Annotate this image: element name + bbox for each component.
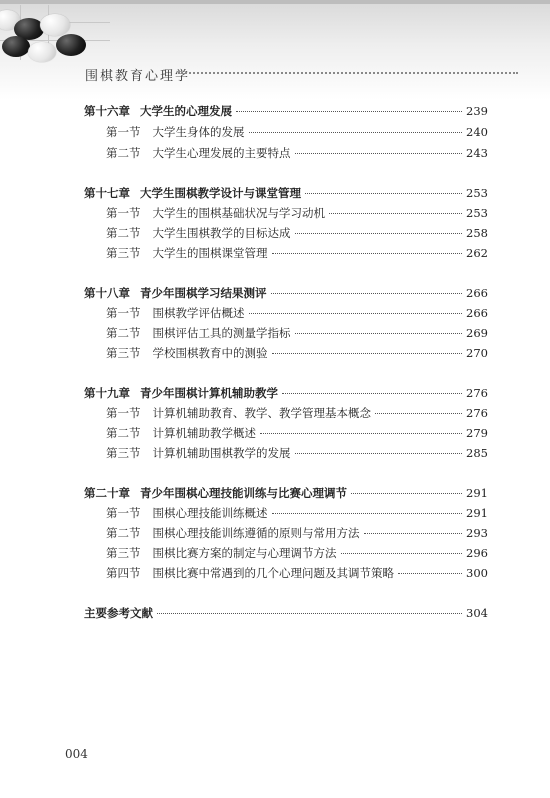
section-label: 第一节 bbox=[106, 125, 141, 139]
section-title: 大学生身体的发展 bbox=[152, 125, 245, 139]
section-label: 第三节 bbox=[106, 446, 141, 460]
dot-leader bbox=[351, 493, 462, 494]
toc-section-entry bbox=[106, 306, 488, 320]
chapter-label: 第十八章 bbox=[84, 286, 130, 300]
section-title: 围棋评估工具的测量学指标 bbox=[152, 326, 291, 340]
dot-leader bbox=[375, 413, 462, 414]
page-ref: 240 bbox=[466, 125, 488, 139]
section-title: 围棋心理技能训练概述 bbox=[152, 506, 268, 520]
dot-leader bbox=[295, 333, 463, 334]
section-label: 第一节 bbox=[106, 206, 141, 220]
dot-leader bbox=[341, 553, 463, 554]
chapter-label: 第二十章 bbox=[84, 486, 130, 500]
chapter-title: 青少年围棋计算机辅助教学 bbox=[140, 386, 278, 400]
dot-leader bbox=[272, 353, 463, 354]
toc-section-entry bbox=[106, 526, 488, 540]
section-label: 第三节 bbox=[106, 246, 141, 260]
toc-section-entry bbox=[106, 546, 488, 560]
page-ref: 276 bbox=[466, 386, 488, 400]
chapter-label: 第十九章 bbox=[84, 386, 130, 400]
section-label: 第四节 bbox=[106, 566, 141, 580]
toc-section-entry bbox=[106, 566, 488, 580]
page-ref: 239 bbox=[466, 104, 488, 118]
dot-leader bbox=[398, 573, 462, 574]
dot-leader bbox=[329, 213, 462, 214]
running-header-title: 围棋教育心理学 bbox=[85, 69, 191, 84]
section-label: 第二节 bbox=[106, 146, 141, 160]
dot-leader bbox=[364, 533, 463, 534]
dot-leader bbox=[249, 313, 463, 314]
dot-leader bbox=[249, 132, 463, 133]
section-label: 第二节 bbox=[106, 226, 141, 240]
section-title: 学校围棋教育中的测验 bbox=[152, 346, 268, 360]
page-ref: 253 bbox=[466, 206, 488, 220]
toc-chapter-entry bbox=[84, 606, 488, 620]
toc-section-entry bbox=[106, 226, 488, 240]
toc-section-entry bbox=[106, 346, 488, 360]
toc-section-entry bbox=[106, 125, 488, 139]
dot-leader bbox=[272, 513, 463, 514]
toc-section-entry bbox=[106, 246, 488, 260]
dot-leader bbox=[295, 233, 463, 234]
section-title: 计算机辅助教育、教学、教学管理基本概念 bbox=[152, 406, 371, 420]
dot-leader bbox=[157, 613, 462, 614]
chapter-title: 主要参考文献 bbox=[84, 606, 153, 620]
chapter-title: 大学生围棋教学设计与课堂管理 bbox=[140, 186, 301, 200]
section-title: 围棋教学评估概述 bbox=[152, 306, 245, 320]
page-ref: 296 bbox=[466, 546, 488, 560]
toc-chapter-entry bbox=[84, 386, 488, 400]
section-title: 围棋心理技能训练遵循的原则与常用方法 bbox=[152, 526, 360, 540]
section-label: 第一节 bbox=[106, 406, 141, 420]
page-ref: 269 bbox=[466, 326, 488, 340]
dot-leader bbox=[271, 293, 463, 294]
chapter-title: 青少年围棋学习结果测评 bbox=[140, 286, 267, 300]
toc-section-entry bbox=[106, 406, 488, 420]
toc-chapter-entry bbox=[84, 186, 488, 200]
toc-section-entry bbox=[106, 146, 488, 160]
dot-leader bbox=[272, 253, 463, 254]
section-title: 大学生围棋教学的目标达成 bbox=[152, 226, 291, 240]
section-title: 大学生的围棋基础状况与学习动机 bbox=[152, 206, 325, 220]
chapter-title: 大学生的心理发展 bbox=[140, 104, 232, 118]
dot-leader bbox=[260, 433, 462, 434]
section-title: 计算机辅助教学概述 bbox=[152, 426, 256, 440]
section-title: 围棋比赛中常遇到的几个心理问题及其调节策略 bbox=[152, 566, 394, 580]
toc-chapter-entry bbox=[84, 486, 488, 500]
section-label: 第一节 bbox=[106, 506, 141, 520]
page-ref: 270 bbox=[466, 346, 488, 360]
section-title: 大学生心理发展的主要特点 bbox=[152, 146, 291, 160]
chapter-label: 第十六章 bbox=[84, 104, 130, 118]
section-label: 第三节 bbox=[106, 346, 141, 360]
toc-section-entry bbox=[106, 506, 488, 520]
section-label: 第一节 bbox=[106, 306, 141, 320]
toc-chapter-entry bbox=[84, 286, 488, 300]
page-ref: 266 bbox=[466, 286, 488, 300]
page-ref: 279 bbox=[466, 426, 488, 440]
section-title: 围棋比赛方案的制定与心理调节方法 bbox=[152, 546, 337, 560]
section-title: 大学生的围棋课堂管理 bbox=[152, 246, 268, 260]
section-label: 第二节 bbox=[106, 426, 141, 440]
page-ref: 300 bbox=[466, 566, 488, 580]
section-label: 第二节 bbox=[106, 326, 141, 340]
dot-leader bbox=[282, 393, 462, 394]
page-number: 004 bbox=[65, 747, 88, 761]
page-ref: 291 bbox=[466, 486, 488, 500]
page-ref: 253 bbox=[466, 186, 488, 200]
page-ref: 243 bbox=[466, 146, 488, 160]
page-ref: 276 bbox=[466, 406, 488, 420]
toc-section-entry bbox=[106, 426, 488, 440]
page-ref: 258 bbox=[466, 226, 488, 240]
chapter-label: 第十七章 bbox=[84, 186, 130, 200]
dot-leader bbox=[295, 153, 463, 154]
page-ref: 266 bbox=[466, 306, 488, 320]
dot-leader bbox=[236, 111, 462, 112]
page-ref: 285 bbox=[466, 446, 488, 460]
page-ref: 293 bbox=[466, 526, 488, 540]
toc-chapter-entry bbox=[84, 104, 488, 118]
toc-section-entry bbox=[106, 326, 488, 340]
toc-section-entry bbox=[106, 206, 488, 220]
section-title: 计算机辅助围棋教学的发展 bbox=[152, 446, 291, 460]
chapter-title: 青少年围棋心理技能训练与比赛心理调节 bbox=[140, 486, 347, 500]
page-ref: 262 bbox=[466, 246, 488, 260]
page-ref: 304 bbox=[466, 606, 488, 620]
dot-leader bbox=[295, 453, 463, 454]
section-label: 第二节 bbox=[106, 526, 141, 540]
toc-section-entry bbox=[106, 446, 488, 460]
dot-leader bbox=[305, 193, 462, 194]
page-ref: 291 bbox=[466, 506, 488, 520]
section-label: 第三节 bbox=[106, 546, 141, 560]
